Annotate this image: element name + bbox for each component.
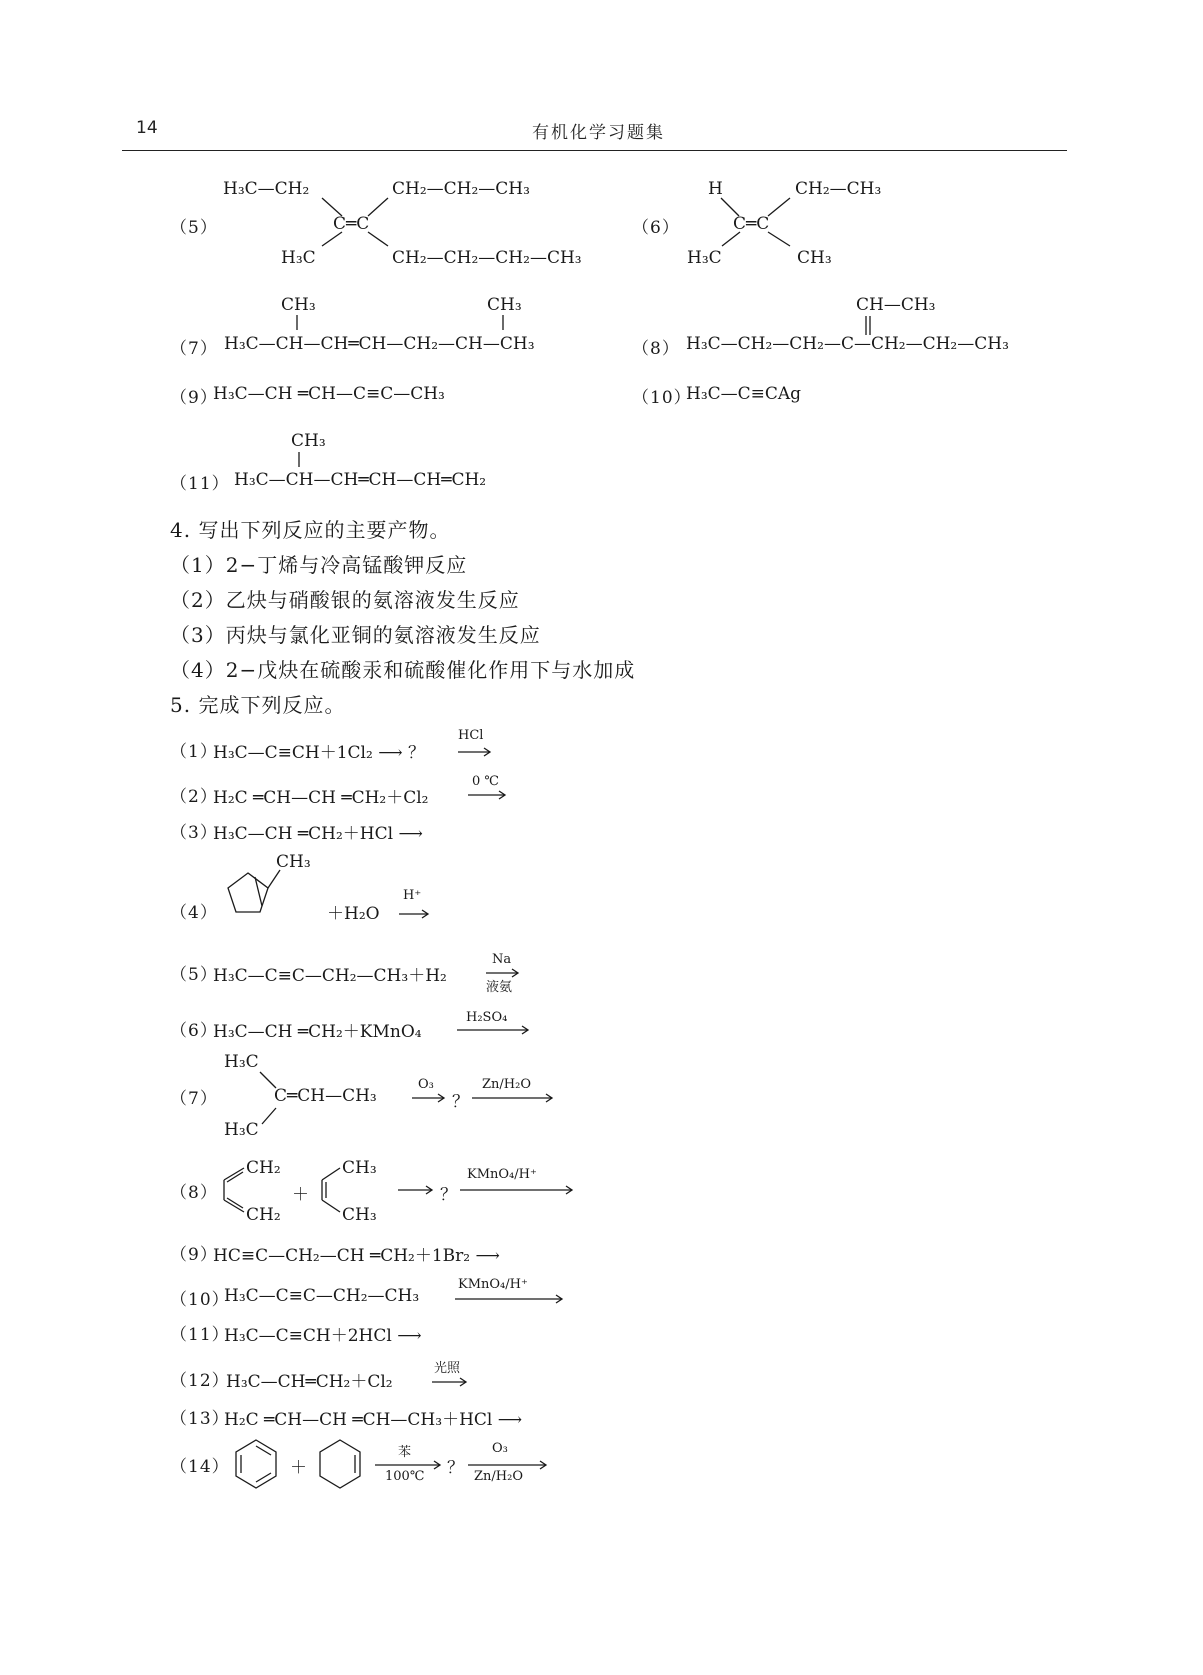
formula-text: CH—CH₃ bbox=[856, 295, 936, 315]
formula-text: H₃C—CH—CH═CH—CH₂—CH—CH₃ bbox=[224, 334, 535, 354]
item-number: （2） bbox=[170, 787, 218, 807]
formula-text: ＋ bbox=[290, 1458, 307, 1478]
equation: H₃C—C≡C—CH₂—CH₃ bbox=[224, 1286, 420, 1306]
item-number: （1） bbox=[170, 742, 218, 762]
item-number: （10） bbox=[632, 388, 692, 408]
formula-text: ＋ bbox=[292, 1185, 309, 1205]
equation: H₃C—C≡CH＋1Cl₂ ⟶ ？ bbox=[213, 743, 425, 763]
formula-text: ？ bbox=[440, 1185, 457, 1205]
condition: 100℃ bbox=[385, 1469, 425, 1484]
page-number: 14 bbox=[136, 118, 158, 138]
item-number: （12） bbox=[170, 1371, 230, 1391]
formula-text: CH₃ bbox=[797, 248, 832, 268]
formula-text: H₃C bbox=[281, 248, 316, 268]
item-number: （11） bbox=[170, 474, 230, 494]
formula-text: ？ bbox=[447, 1458, 464, 1478]
formula-text: CH₃ bbox=[281, 295, 316, 315]
condition: Zn/H₂O bbox=[482, 1077, 531, 1092]
question-item: （1）2−丁烯与冷高锰酸钾反应 bbox=[170, 553, 468, 577]
formula-text: CH₃ bbox=[342, 1158, 377, 1178]
item-number: （6） bbox=[632, 218, 680, 238]
condition: KMnO₄/H⁺ bbox=[467, 1167, 537, 1182]
formula-text: CH₂ bbox=[246, 1158, 281, 1178]
item-number: （13） bbox=[170, 1409, 230, 1429]
equation: H₂C ═CH—CH ═CH—CH₃＋HCl ⟶ bbox=[224, 1410, 523, 1430]
item-number: （6） bbox=[170, 1021, 218, 1041]
equation: H₃C—C≡CH＋2HCl ⟶ bbox=[224, 1326, 422, 1346]
condition: HCl bbox=[458, 728, 484, 743]
equation: H₂C ═CH—CH ═CH₂＋Cl₂ bbox=[213, 788, 429, 808]
equation: ＋H₂O bbox=[327, 904, 380, 924]
formula-text: H₃C—CH₂ bbox=[223, 179, 310, 199]
condition: H⁺ bbox=[403, 888, 422, 903]
book-title: 有机化学习题集 bbox=[532, 123, 665, 143]
condition: 液氨 bbox=[486, 980, 513, 995]
condition: O₃ bbox=[492, 1441, 508, 1456]
condition: KMnO₄/H⁺ bbox=[458, 1277, 528, 1292]
item-number: （3） bbox=[170, 823, 218, 843]
formula-text: C═C bbox=[333, 214, 370, 234]
item-number: （10） bbox=[170, 1290, 230, 1310]
equation: HC≡C—CH₂—CH ═CH₂＋1Br₂ ⟶ bbox=[213, 1246, 500, 1266]
item-number: （9） bbox=[170, 388, 218, 408]
item-number: （14） bbox=[170, 1457, 230, 1477]
formula-text: CH₃ bbox=[276, 852, 311, 872]
item-number: （8） bbox=[170, 1183, 218, 1203]
condition: H₂SO₄ bbox=[466, 1010, 508, 1025]
formula-text: H₃C—C≡CAg bbox=[686, 384, 802, 404]
item-number: （11） bbox=[170, 1325, 230, 1345]
equation: H₃C—CH ═CH₂＋KMnO₄ bbox=[213, 1022, 422, 1042]
equation: H₃C—CH═CH₂＋Cl₂ bbox=[226, 1372, 393, 1392]
formula-text: ？ bbox=[452, 1092, 469, 1112]
formula-text: CH₂—CH₃ bbox=[795, 179, 882, 199]
item-number: （9） bbox=[170, 1245, 218, 1265]
formula-text: H₃C—CH₂—CH₂—C—CH₂—CH₂—CH₃ bbox=[686, 334, 1009, 354]
formula-text: CH₂ bbox=[246, 1205, 281, 1225]
condition: O₃ bbox=[418, 1077, 434, 1092]
condition: 苯 bbox=[398, 1445, 412, 1460]
question-item: （3）丙炔与氯化亚铜的氨溶液发生反应 bbox=[170, 623, 541, 647]
formula-text: H₃C bbox=[224, 1052, 259, 1072]
formula-text: CH₃ bbox=[487, 295, 522, 315]
formula-text: CH₃ bbox=[291, 431, 326, 451]
condition: 光照 bbox=[434, 1361, 461, 1376]
question-title: 5. 完成下列反应。 bbox=[170, 693, 346, 717]
formula-text: H₃C—CH ═CH—C≡C—CH₃ bbox=[213, 384, 445, 404]
item-number: （8） bbox=[632, 339, 680, 359]
formula-text: CH₃ bbox=[342, 1205, 377, 1225]
formula-text: H₃C bbox=[687, 248, 722, 268]
equation: H₃C—C≡C—CH₂—CH₃＋H₂ bbox=[213, 966, 447, 986]
item-number: （5） bbox=[170, 965, 218, 985]
condition: 0 ℃ bbox=[472, 774, 499, 789]
condition: Na bbox=[492, 952, 512, 967]
item-number: （5） bbox=[170, 218, 218, 238]
condition: Zn/H₂O bbox=[474, 1469, 523, 1484]
formula-text: H₃C—CH—CH═CH—CH═CH₂ bbox=[234, 470, 487, 490]
equation: H₃C—CH ═CH₂＋HCl ⟶ bbox=[213, 824, 423, 844]
item-number: （7） bbox=[170, 1089, 218, 1109]
formula-text: CH₂—CH₂—CH₃ bbox=[392, 179, 530, 199]
formula-text: CH₂—CH₂—CH₂—CH₃ bbox=[392, 248, 582, 268]
question-item: （2）乙炔与硝酸银的氨溶液发生反应 bbox=[170, 588, 520, 612]
item-number: （4） bbox=[170, 903, 218, 923]
formula-text: H bbox=[708, 179, 723, 199]
question-item: （4）2−戊炔在硫酸汞和硫酸催化作用下与水加成 bbox=[170, 658, 636, 682]
item-number: （7） bbox=[170, 339, 218, 359]
formula-text: C═CH—CH₃ bbox=[274, 1086, 377, 1106]
formula-text: H₃C bbox=[224, 1120, 259, 1140]
formula-text: C═C bbox=[733, 214, 770, 234]
question-title: 4. 写出下列反应的主要产物。 bbox=[170, 518, 451, 542]
